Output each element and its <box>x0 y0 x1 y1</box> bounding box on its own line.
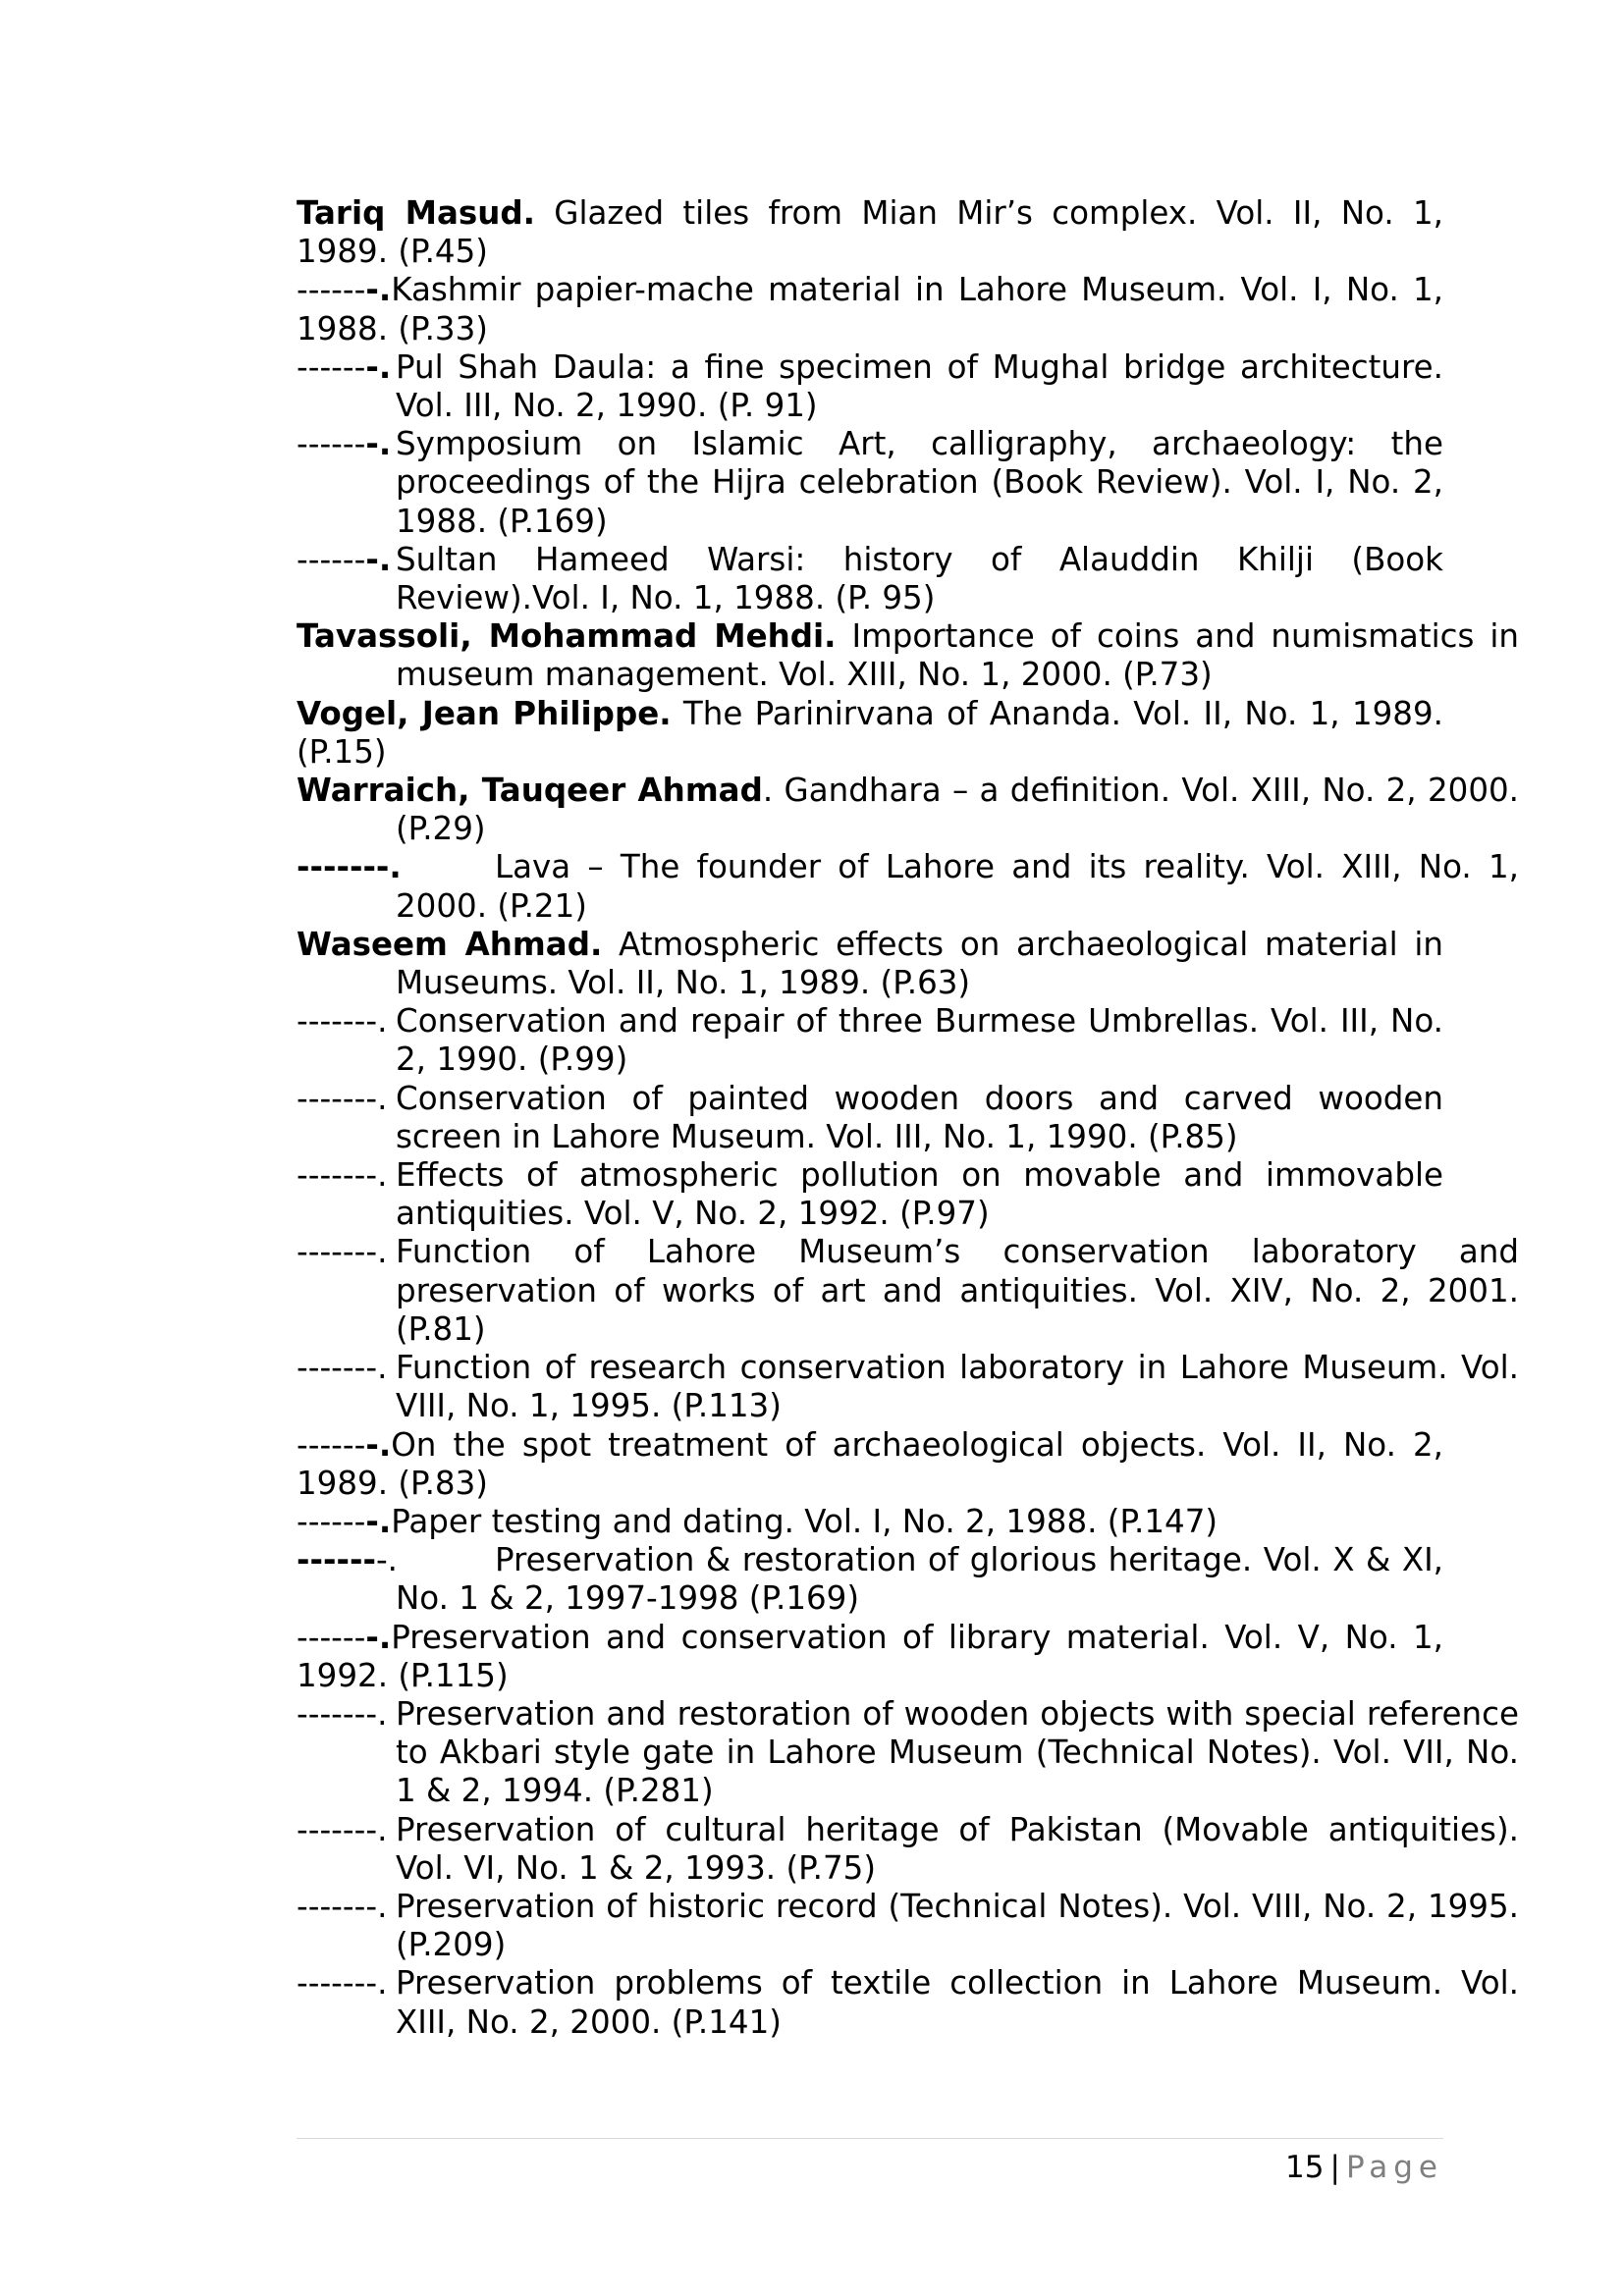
footer-separator: | <box>1329 2150 1340 2185</box>
entry-dash-group <box>297 1002 396 1041</box>
entry-dash-group <box>297 848 495 886</box>
entry-text: Preservation problems of textile collection in Lahore Museum. Vol. XIII, No. 2, 2000. (P.141) <box>396 1964 1519 2041</box>
bibliography-entry <box>297 1503 1443 1541</box>
bibliography-entry <box>297 1888 1519 1964</box>
entry-dash: ------ <box>297 1618 366 1656</box>
bibliography-entry <box>297 348 1443 425</box>
bibliography-entry <box>297 1541 1443 1618</box>
entry-text: Preservation of historic record (Technical Notes). Vol. VIII, No. 2, 1995. (P.209) <box>396 1887 1519 1964</box>
entry-dash: ------ <box>297 271 366 309</box>
entry-text: Importance of coins and numismatics in museum management. Vol. XIII, No. 1, 2000. (P.73) <box>396 617 1519 694</box>
footer-divider <box>297 2138 1443 2139</box>
entry-dash-bold: -. <box>365 425 392 463</box>
bibliography-list <box>297 194 1519 2042</box>
bibliography-entry <box>297 695 1443 772</box>
entry-text: Preservation & restoration of glorious heritage. Vol. X & XI, No. 1 & 2, 1997-1998 (P.169) <box>396 1541 1443 1618</box>
entry-dash: -------. <box>297 1079 388 1117</box>
entry-dash-group <box>297 1695 396 1734</box>
entry-text: Sultan Hameed Warsi: history of Alauddin Khilji (Book Review).Vol. I, No. 1, 1988. (P. 95) <box>396 540 1443 617</box>
entry-dash-group <box>297 1349 396 1387</box>
entry-dash-bold: -------. <box>297 848 402 886</box>
bibliography-entry <box>297 1695 1519 1811</box>
bibliography-entry <box>297 1349 1519 1425</box>
entry-text: . Gandhara – a definition. Vol. XIII, No. 2, 2000. (P.29) <box>396 772 1519 848</box>
bibliography-entry <box>297 1080 1443 1156</box>
entry-dash: ------ <box>297 347 366 386</box>
entry-author: Vogel, Jean Philippe. <box>297 694 672 732</box>
bibliography-entry <box>297 271 1443 347</box>
entry-text: Effects of atmospheric pollution on movable and immovable antiquities. Vol. V, No. 2, 1992. (P.97) <box>396 1156 1443 1233</box>
entry-dash: -------. <box>297 1887 388 1925</box>
entry-dash-group <box>297 1080 396 1118</box>
entry-text: Preservation of cultural heritage of Pakistan (Movable antiquities). Vol. VI, No. 1 & 2, 1993. (P.75) <box>396 1810 1519 1887</box>
entry-dash-bold: -. <box>365 347 392 386</box>
entry-text: Lava – The founder of Lahore and its reality. Vol. XIII, No. 1, 2000. (P.21) <box>396 848 1519 925</box>
entry-dash: -------. <box>297 1233 388 1271</box>
entry-dash-group <box>297 1964 396 2002</box>
entry-dash: ------ <box>297 425 366 463</box>
entry-dash-group <box>297 1156 396 1195</box>
entry-text: Preservation and conservation of library material. Vol. V, No. 1, 1992. (P.115) <box>297 1618 1443 1694</box>
entry-text: Pul Shah Daula: a fine specimen of Mughal bridge architecture. Vol. III, No. 2, 1990. (P. 91) <box>396 347 1443 425</box>
entry-author: Tavassoli, Mohammad Mehdi. <box>297 617 837 656</box>
bibliography-entry <box>297 425 1443 541</box>
entry-text: Kashmir papier-mache material in Lahore Museum. Vol. I, No. 1, 1988. (P.33) <box>297 271 1443 347</box>
bibliography-entry <box>297 541 1443 617</box>
entry-text: Conservation and repair of three Burmese Umbrellas. Vol. III, No. 2, 1990. (P.99) <box>396 1002 1443 1079</box>
entry-dash-group <box>297 1888 396 1926</box>
entry-text: Conservation of painted wooden doors and carved wooden screen in Lahore Museum. Vol. III, No. 1, 1990. (P.85) <box>396 1079 1443 1155</box>
entry-dash: ------ <box>297 540 366 578</box>
entry-text: On the spot treatment of archaeological objects. Vol. II, No. 2, 1989. (P.83) <box>297 1425 1443 1502</box>
entry-dash-group <box>297 348 396 387</box>
entry-dash-bold: -. <box>365 271 392 309</box>
bibliography-entry <box>297 617 1519 694</box>
bibliography-entry <box>297 1233 1519 1349</box>
entry-dash-bold: -. <box>365 1502 392 1540</box>
entry-dash: -. <box>375 1541 398 1579</box>
page-footer <box>1285 2150 1443 2185</box>
entry-dash: -------. <box>297 1694 388 1733</box>
entry-text: Glazed tiles from Mian Mir’s complex. Vol. II, No. 1, 1989. (P.45) <box>297 194 1443 271</box>
page-number: 15 <box>1285 2150 1325 2185</box>
bibliography-entry <box>297 848 1519 925</box>
bibliography-entry <box>297 1811 1519 1888</box>
entry-dash-bold: -. <box>365 540 392 578</box>
entry-author: Tariq Masud. <box>297 194 535 232</box>
bibliography-entry <box>297 1002 1443 1079</box>
bibliography-entry <box>297 1619 1443 1695</box>
entry-dash: -------. <box>297 1810 388 1848</box>
entry-text: Paper testing and dating. Vol. I, No. 2, 1988. (P.147) <box>391 1502 1218 1540</box>
entry-author: Waseem Ahmad. <box>297 925 603 963</box>
entry-dash-group <box>297 425 396 463</box>
page-label: Page <box>1345 2150 1443 2185</box>
bibliography-entry <box>297 1426 1443 1503</box>
entry-dash-group <box>297 1811 396 1849</box>
bibliography-entry <box>297 194 1443 271</box>
entry-dash: -------. <box>297 1349 388 1387</box>
bibliography-entry <box>297 772 1519 848</box>
entry-author: Warraich, Tauqeer Ahmad <box>297 772 763 810</box>
entry-text: Function of research conservation laboratory in Lahore Museum. Vol. VIII, No. 1, 1995. (P.113) <box>396 1349 1519 1425</box>
bibliography-entry <box>297 926 1443 1002</box>
entry-dash-bold: ------ <box>297 1541 376 1579</box>
entry-dash: -------. <box>297 1156 388 1195</box>
entry-dash: ------ <box>297 1425 366 1464</box>
bibliography-entry <box>297 1156 1443 1233</box>
entry-text: Preservation and restoration of wooden objects with special reference to Akbari style gate in Lahore Museum (Technical Notes). Vol. VII, No. 1 & 2, 1994. (P.281) <box>396 1694 1519 1810</box>
entry-text: Atmospheric effects on archaeological material in Museums. Vol. II, No. 1, 1989. (P.63) <box>396 925 1443 1002</box>
entry-dash-bold: -. <box>365 1425 392 1464</box>
entry-dash-group <box>297 1233 396 1271</box>
entry-text: The Parinirvana of Ananda. Vol. II, No. 1, 1989. (P.15) <box>297 694 1443 771</box>
entry-dash: -------. <box>297 1964 388 2002</box>
entry-dash-group <box>297 1541 495 1579</box>
bibliography-entry <box>297 1964 1519 2041</box>
entry-dash: -------. <box>297 1002 388 1041</box>
entry-dash: ------ <box>297 1502 366 1540</box>
entry-dash-bold: -. <box>365 1618 392 1656</box>
entry-dash-group <box>297 541 396 579</box>
entry-text: Function of Lahore Museum’s conservation laboratory and preservation of works of art and antiquities. Vol. XIV, No. 2, 2001. (P.81) <box>396 1233 1519 1348</box>
entry-text: Symposium on Islamic Art, calligraphy, archaeology: the proceedings of the Hijra celebration (Book Review). Vol. I, No. 2, 1988. (P.169) <box>396 425 1443 540</box>
